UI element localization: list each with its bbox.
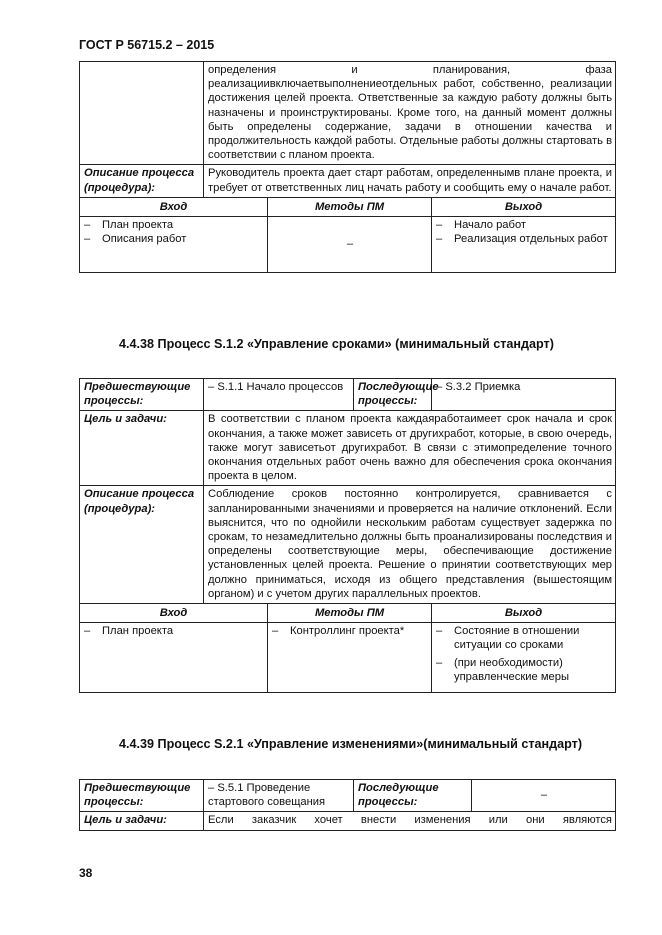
output-header: Выход — [432, 604, 616, 623]
description-text: Руководитель проекта дает старт работам, определеннымв плане проекта, и требует от ответственных лиц начать работу и сообщить ему о начале работ. — [204, 165, 616, 197]
process-table-s-2-1 — [79, 779, 616, 831]
goal-text: В соответствии с планом проекта каждаяработаимеет срок начала и срок окончания, а также может зависеть от другихработ, которые, в свою очередь, также могут зависетьот другихработ. В связи с этимопределение точного окончания отдельных работ очень важно для обеспечения срока окончания проекта в целом. — [204, 411, 616, 486]
goal-text: Если заказчик хочет внести изменения или они являются — [204, 812, 616, 830]
methods-header: Методы ПМ — [268, 604, 432, 623]
list-item: – Описания работ — [84, 233, 187, 246]
section-heading-4-4-39: 4.4.39 Процесс S.2.1 «Управление изменениями»(минимальный стандарт) — [119, 737, 583, 751]
predecessors-label: Предшествующие процессы: — [80, 780, 204, 812]
list-item: – Начало работ — [436, 219, 527, 232]
goal-label: Цель и задачи: — [80, 411, 204, 486]
methods-cell — [268, 623, 432, 693]
goal-label-empty — [80, 62, 204, 165]
output-header: Выход — [432, 197, 616, 216]
input-header: Вход — [80, 604, 268, 623]
description-text: Соблюдение сроков постоянно контролируется, сравнивается с запланированными значениями и проверяется на наличие отклонений. Если выяснится, что по однойили нескольким работам существует задержка по срокам, то незамедлительно должны быть проанализированы последствия и определены соответствующие меры, обеспечивающие достижение установленных целей проекта. Решение о принятии соответствующих мер должно приниматься, исходя из общего представления (вышестоящим органом) и с учетом других параллельных проектов. — [204, 486, 616, 604]
successors-value: – — [472, 780, 616, 812]
section-heading-4-4-38: 4.4.38 Процесс S.1.2 «Управление сроками» (минимальный стандарт) — [119, 337, 554, 351]
list-item: – План проекта — [84, 625, 174, 638]
output-cell — [432, 623, 616, 693]
methods-header: Методы ПМ — [268, 197, 432, 216]
output-cell — [432, 217, 616, 273]
input-header: Вход — [80, 197, 268, 216]
list-item: – (при необходимости) управленческие меры — [436, 656, 570, 683]
successors-value: – S.3.2 Приемка — [432, 379, 616, 411]
input-cell — [80, 623, 268, 693]
list-item: – Реализация отдельных работ — [436, 233, 608, 246]
document-header: ГОСТ Р 56715.2 – 2015 — [79, 38, 215, 52]
predecessors-value: – S.1.1 Начало процессов — [204, 379, 354, 411]
predecessors-label: Предшествующие процессы: — [80, 379, 204, 411]
predecessors-value: – S.5.1 Проведение стартового совещания — [204, 780, 354, 812]
list-item: – План проекта — [84, 219, 174, 232]
process-table-continued — [79, 61, 616, 273]
goal-label: Цель и задачи: — [80, 812, 204, 830]
list-item: – Состояние в отношении ситуации со сроками — [436, 625, 580, 652]
successors-label: Последующие процессы: — [354, 379, 432, 411]
list-item: – Контроллинг проекта* — [272, 625, 405, 638]
successors-label: Последующие процессы: — [354, 780, 472, 812]
process-table-s-1-2 — [79, 378, 616, 693]
methods-cell: – — [268, 217, 432, 273]
input-cell — [80, 217, 268, 273]
description-label: Описание процесса (процедура): — [80, 165, 204, 197]
page-number: 38 — [79, 866, 93, 880]
goal-text: определения и планирования, фаза реализациивключаетвыполнениеотдельных работ, собственно, реализации достижения целей проекта. Ответственные за каждую работу должны быть назначены и проинструктированы. Кроме того, на данный момент должны быть определены содержание, задачи в отношении качества и продолжительность каждой работы. Отдельные работы должны стартовать в соответствии с планом проекта. — [204, 62, 616, 165]
description-label: Описание процесса (процедура): — [80, 486, 204, 604]
